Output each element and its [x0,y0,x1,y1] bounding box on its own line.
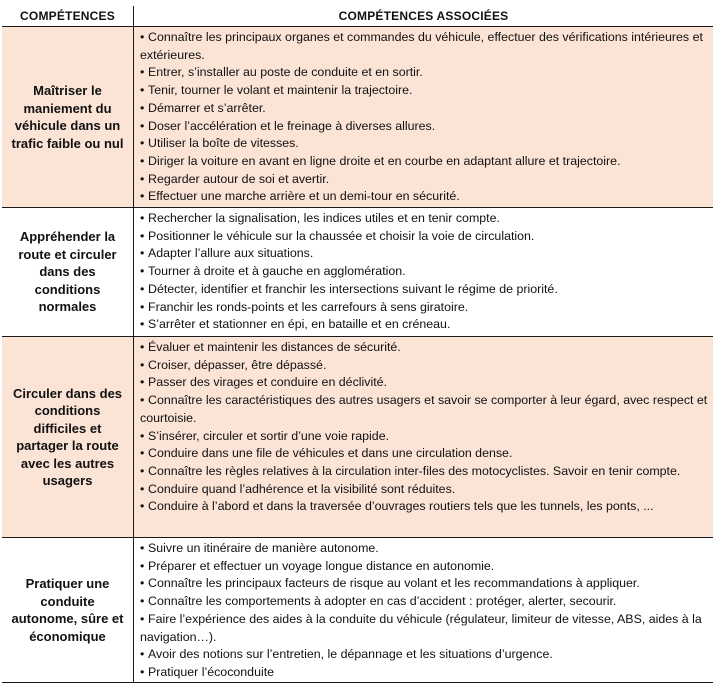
list-item-text: Démarrer et s’arrêter. [148,100,266,115]
list-item [140,611,709,646]
list-item [140,428,709,446]
list-item-text: Rechercher la signalisation, les indices utiles et en tenir compte. [148,211,500,225]
list-item-text: Connaître les caractéristiques des autres usagers et savoir se comporter à leur égard, avec respect et courtoisie. [140,393,708,425]
bullet-icon: • [140,594,145,609]
list-item-text: S’insérer, circuler et sortir d’une voie rapide. [148,428,390,443]
list-item-text: Doser l’accélération et le freinage à diverses allures. [148,118,436,133]
table-row [2,208,713,337]
bullet-icon: • [140,171,145,186]
bullet-icon: • [140,357,145,372]
list-item [140,463,709,481]
list-item [140,263,709,281]
associated-skills-list [134,538,713,682]
table-row [2,27,713,208]
list-item-text: Positionner le véhicule sur la chaussée et choisir la voie de circulation. [148,228,535,243]
bullet-icon: • [140,446,145,461]
list-item [140,281,709,299]
list-item [140,357,709,375]
list-item-text: Conduire dans une file de véhicules et dans une circulation dense. [148,446,513,461]
table-body [2,27,713,683]
list-item-text: Utiliser la boîte de vitesses. [148,136,299,151]
list-item-text: Connaître les comportements à adopter en cas d’accident : protéger, alerter, secourir. [148,594,617,609]
list-item [140,100,709,118]
list-item [140,575,709,593]
list-item [140,299,709,317]
list-item-text: Avoir des notions sur l’entretien, le dépannage et les situations d’urgence. [148,647,553,662]
list-item-text: Adapter l’allure aux situations. [148,246,314,261]
list-item-text: Connaître les principaux facteurs de risque au volant et les recommandations à appliquer. [148,576,640,591]
bullet-icon: • [140,664,145,679]
list-item [140,29,709,64]
list-item [140,498,709,516]
list-item [140,558,709,576]
list-item [140,64,709,82]
bullet-icon: • [140,281,145,296]
associated-skills-list [134,337,713,537]
list-item-text: Évaluer et maintenir les distances de sécurité. [148,340,401,354]
list-item [140,210,709,228]
list-item-text: Effectuer une marche arrière et un demi-tour en sécurité. [148,189,460,204]
bullet-icon: • [140,246,145,261]
list-item-text: Regarder autour de soi et avertir. [148,171,330,186]
competences-table [2,6,713,683]
list-item [140,245,709,263]
table-row [2,337,713,538]
bullet-icon: • [140,340,145,354]
list-item-text: Franchir les ronds-points et les carrefours à sens giratoire. [148,299,469,314]
list-item-text: Entrer, s’installer au poste de conduite et en sortir. [148,65,423,80]
bullet-icon: • [140,393,145,408]
list-item-text: Passer des virages et conduire en déclivité. [148,375,387,390]
list-item-text: Tenir, tourner le volant et maintenir la trajectoire. [148,83,413,98]
header-competences-associees: COMPÉTENCES ASSOCIÉES [338,9,509,23]
list-item-text: Conduire à l’abord et dans la traversée d’ouvrages routiers tels que les tunnels, les ponts, ... [148,499,654,514]
list-item-text: S’arrêter et stationner en épi, en bataille et en créneau. [148,317,451,332]
bullet-icon: • [140,317,145,332]
bullet-icon: • [140,100,145,115]
competence-title: Pratiquer une conduite autonome, sûre et économique [2,538,134,682]
list-item-text: Détecter, identifier et franchir les intersections suivant le régime de priorité. [148,281,558,296]
bullet-icon: • [140,299,145,314]
bullet-icon: • [140,228,145,243]
bullet-icon: • [140,428,145,443]
bullet-icon: • [140,576,145,591]
list-item [140,646,709,664]
list-item-text: Faire l’expérience des aides à la conduite du véhicule (régulateur, limiteur de vitesse, ABS, aides à la navigation…). [140,611,702,644]
competence-title: Maîtriser le maniement du véhicule dans un trafic faible ou nul [2,27,134,207]
list-item [140,153,709,171]
bullet-icon: • [140,541,145,555]
bullet-icon: • [140,136,145,151]
list-item [140,540,709,558]
list-item [140,481,709,499]
bullet-icon: • [140,65,145,80]
header-competences: COMPÉTENCES [2,6,134,26]
bullet-icon: • [140,118,145,133]
list-item [140,228,709,246]
list-item-text: Pratiquer l’écoconduite [148,664,275,679]
list-item [140,374,709,392]
list-item [140,339,709,357]
table-header [2,6,713,27]
competence-title: Circuler dans des conditions difficiles et partager la route avec les autres usagers [2,337,134,537]
table-row [2,538,713,683]
bullet-icon: • [140,499,145,514]
list-item [140,392,709,427]
list-item-text: Diriger la voiture en avant en ligne droite et en courbe en adaptant allure et trajectoire. [148,153,621,168]
bullet-icon: • [140,463,145,478]
associated-skills-list [134,208,713,336]
list-item [140,593,709,611]
bullet-icon: • [140,83,145,98]
bullet-icon: • [140,647,145,662]
bullet-icon: • [140,153,145,168]
bullet-icon: • [140,189,145,204]
bullet-icon: • [140,30,145,44]
list-item [140,118,709,136]
list-item-text: Suivre un itinéraire de manière autonome. [148,541,379,555]
bullet-icon: • [140,375,145,390]
list-item [140,82,709,100]
associated-skills-list [134,27,713,207]
list-item [140,445,709,463]
bullet-icon: • [140,611,145,626]
list-item [140,135,709,153]
competence-title: Appréhender la route et circuler dans des conditions normales [2,208,134,336]
list-item [140,664,709,682]
bullet-icon: • [140,558,145,573]
list-item-text: Connaître les principaux organes et commandes du véhicule, effectuer des vérifications intérieures et extérieures. [140,30,703,62]
list-item [140,316,709,334]
list-item-text: Conduire quand l’adhérence et la visibilité sont réduites. [148,481,456,496]
list-item-text: Préparer et effectuer un voyage longue distance en autonomie. [148,558,495,573]
bullet-icon: • [140,264,145,279]
list-item-text: Tourner à droite et à gauche en agglomération. [148,264,406,279]
bullet-icon: • [140,481,145,496]
list-item [140,171,709,189]
list-item-text: Croiser, dépasser, être dépassé. [148,357,327,372]
list-item-text: Connaître les règles relatives à la circulation inter-files des motocyclistes. Savoir en tenir compte. [148,463,681,478]
list-item [140,188,709,206]
bullet-icon: • [140,211,145,225]
